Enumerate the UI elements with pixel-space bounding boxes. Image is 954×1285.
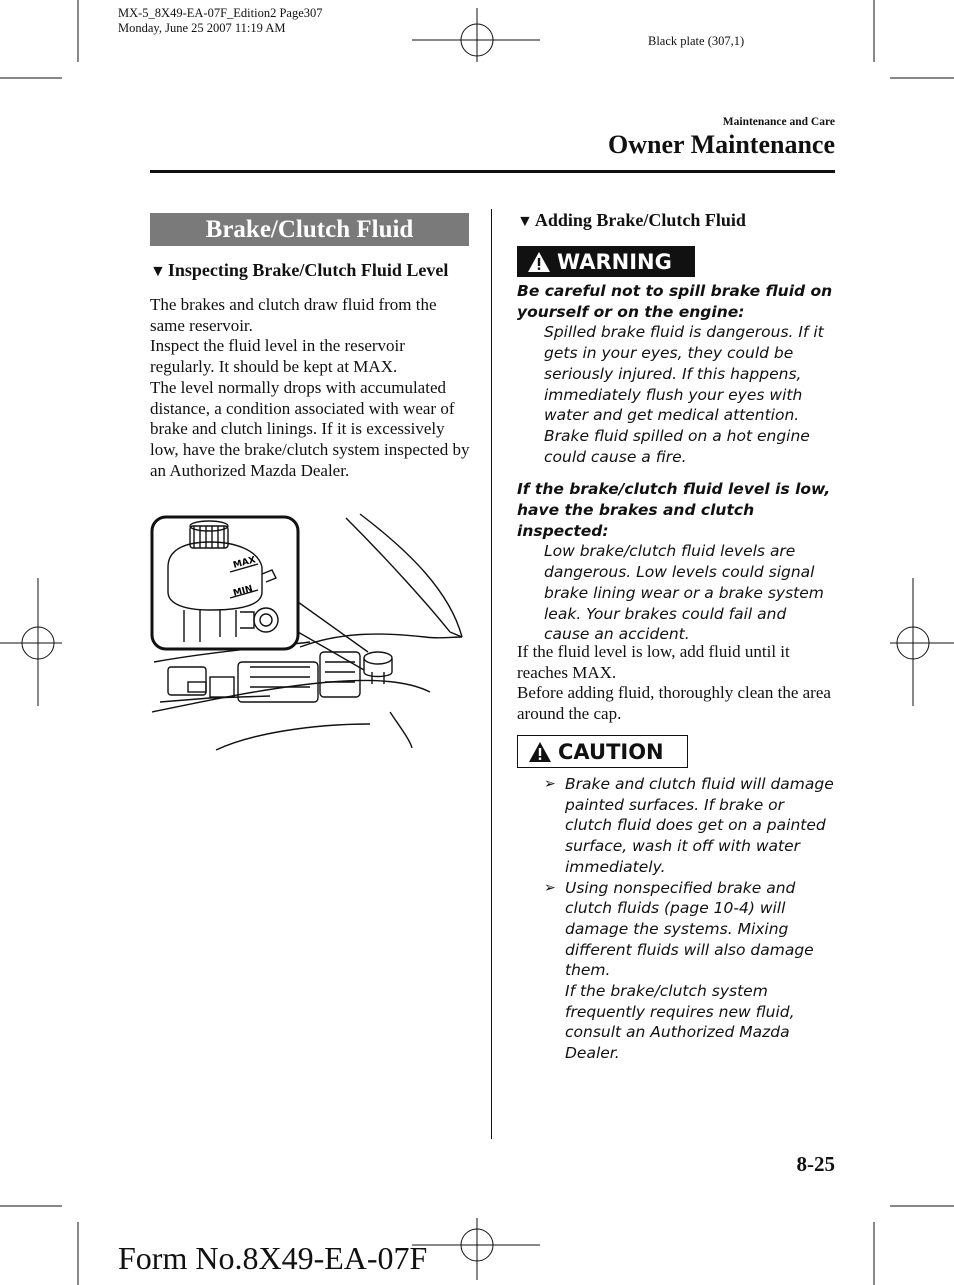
- right-paragraph: Before adding fluid, thoroughly clean the area around the cap.: [517, 683, 831, 724]
- min-label: MIN: [232, 584, 254, 599]
- warning-label: WARNING: [557, 249, 672, 274]
- caution-item: [517, 878, 835, 1064]
- brake-reservoir-illustration: [150, 512, 472, 752]
- caution-label: CAUTION: [558, 739, 664, 764]
- caution-extra-text: If the brake/clutch system frequently requires new fluid, consult an Authorized Mazda Dealer.: [565, 982, 795, 1063]
- arrow-bullet-icon: ➢: [544, 776, 556, 792]
- caution-badge: [517, 735, 688, 768]
- warning-body: [517, 281, 835, 645]
- print-info-line1: MX-5_8X49-EA-07F_Edition2 Page307: [118, 6, 323, 20]
- warning-heading: Be careful not to spill brake fluid on yourself or on the engine:: [517, 282, 833, 321]
- page-title: Owner Maintenance: [608, 130, 835, 159]
- left-body: [150, 295, 472, 481]
- caution-body: [517, 774, 835, 1064]
- left-subhead: [150, 260, 472, 281]
- section-label: Maintenance and Care: [722, 116, 835, 128]
- right-subhead-text: Adding Brake/Clutch Fluid: [534, 210, 746, 230]
- warning-triangle-icon: [527, 251, 551, 273]
- right-subhead: [517, 210, 835, 231]
- print-info: [118, 6, 323, 36]
- left-paragraph: The level normally drops with accumulated distance, a condition associated with wear of brake and clutch linings. If it is excessively low, have the brake/clutch system inspected by an Authorized Mazda Dealer.: [150, 377, 470, 480]
- warning-heading: If the brake/clutch fluid level is low, have the brakes and clutch inspected:: [517, 480, 831, 540]
- caution-item-text: Using nonspecified brake and clutch fluids (page 10-4) will damage the systems. Mixing different fluids will also damage them.: [565, 878, 814, 980]
- caution-item-text: Brake and clutch fluid will damage painted surfaces. If brake or clutch fluid does get on a painted surface, wash it off with water immediately.: [565, 775, 834, 876]
- arrow-bullet-icon: ➢: [544, 879, 556, 896]
- page-number: 8-25: [796, 1152, 835, 1176]
- warning-badge: [517, 246, 695, 278]
- triangle-down-icon: ▼: [150, 263, 166, 280]
- warning-text: Low brake/clutch fluid levels are dangerous. Low levels could signal brake lining wear or a brake system leak. Your brakes could fail and cause an accident.: [544, 542, 824, 644]
- max-label: MAX: [232, 555, 257, 571]
- right-body: [517, 642, 835, 725]
- header-rule: [150, 170, 835, 173]
- form-number: Form No.8X49-EA-07F: [118, 1240, 428, 1276]
- warning-text: Spilled brake fluid is dangerous. If it gets in your eyes, they could be seriously injured. If this happens, immediately flush your eyes with water and get medical attention. Brake fluid spilled on a hot engine could cause a fire.: [544, 323, 824, 466]
- section-title-box: Brake/Clutch Fluid: [150, 213, 469, 246]
- left-subhead-text: Inspecting Brake/Clutch Fluid Level: [167, 260, 449, 280]
- caution-triangle-icon: [528, 741, 552, 763]
- print-info-line2: Monday, June 25 2007 11:19 AM: [118, 21, 286, 35]
- right-paragraph: If the fluid level is low, add fluid until it reaches MAX.: [517, 642, 790, 682]
- left-paragraph: Inspect the fluid level in the reservoir regularly. It should be kept at MAX.: [150, 336, 405, 377]
- triangle-down-icon: ▼: [517, 213, 533, 230]
- column-divider: [491, 209, 492, 1139]
- black-plate-label: Black plate (307,1): [648, 34, 745, 48]
- left-paragraph: The brakes and clutch draw fluid from the same reservoir.: [150, 295, 437, 335]
- caution-item: [517, 774, 835, 878]
